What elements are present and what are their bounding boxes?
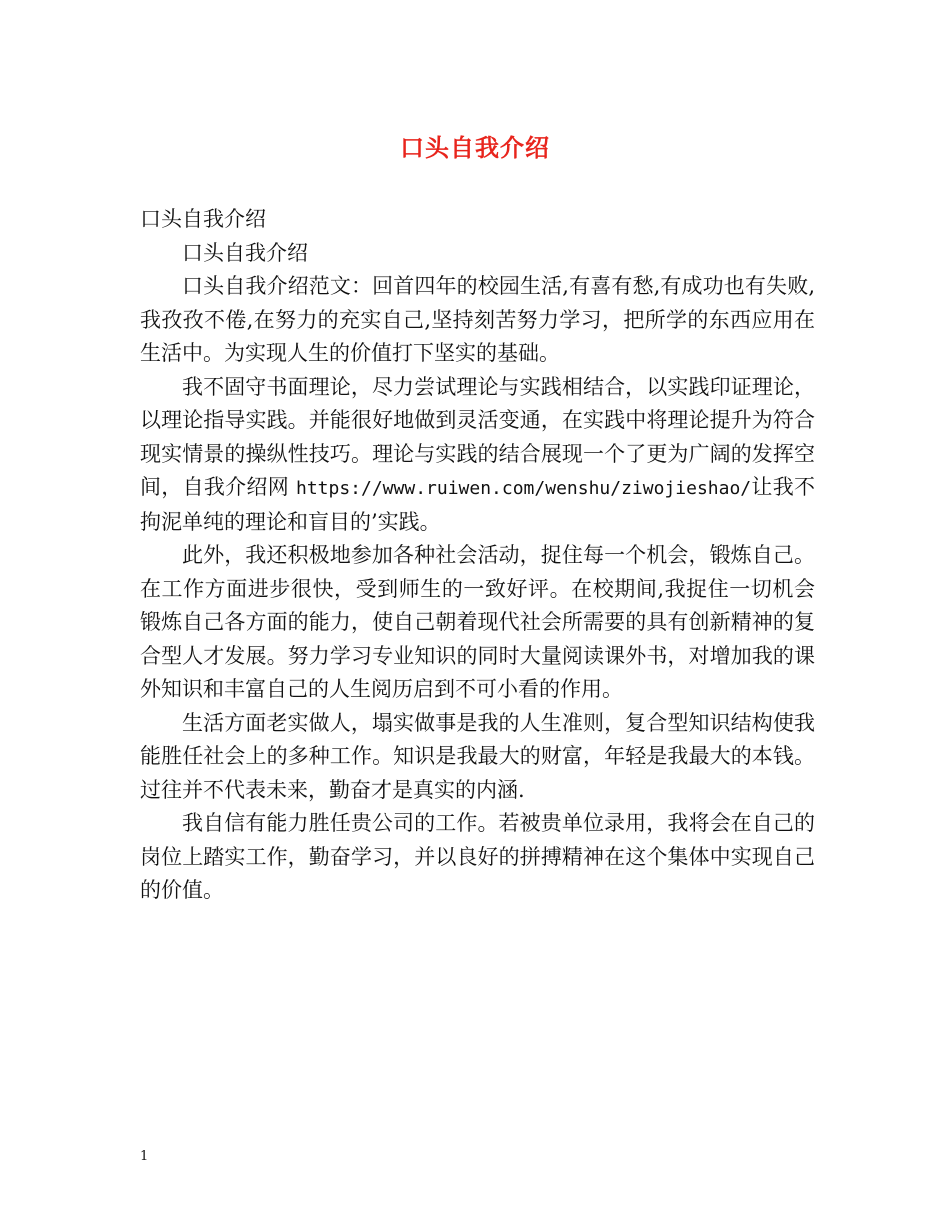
paragraph-2 bbox=[140, 371, 815, 540]
page-number: 1 bbox=[140, 1149, 149, 1164]
website-url[interactable]: https://www.ruiwen.com/wenshu/ziwojieshao/ bbox=[295, 478, 752, 499]
paragraph-1: 口头自我介绍范文：回首四年的校园生活,有喜有愁,有成功也有失败,我孜孜不倦,在努力的充实自己,坚持刻苦努力学习，把所学的东西应用在生活中。为实现人生的价值打下坚实的基础。 bbox=[140, 274, 815, 365]
document-body bbox=[140, 203, 815, 908]
heading-line: 口头自我介绍 bbox=[140, 207, 266, 231]
paragraph-2-text: 我不固守书面理论，尽力尝试理论与实践相结合，以实践印证理论，以理论指导实践。并能很好地做到灵活变通，在实践中将理论提升为符合现实情景的操纵性技巧。理论与实践的结合展现一个了更为广阔的发挥空间，自我介绍网 bbox=[140, 374, 815, 499]
paragraph-5: 我自信有能力胜任贵公司的工作。若被贵单位录用，我将会在自己的岗位上踏实工作，勤奋学习，并以良好的拼搏精神在这个集体中实现自己的价值。 bbox=[140, 811, 815, 902]
paragraph-2-tail: 让我不拘泥单纯的理论和盲目的’实践。 bbox=[140, 475, 816, 534]
document-title: 口头自我介绍 bbox=[400, 133, 550, 162]
paragraph-4: 生活方面老实做人，塌实做事是我的人生准则，复合型知识结构使我能胜任社会上的多种工作。知识是我最大的财富，年轻是我最大的本钱。过往并不代表未来，勤奋才是真实的内涵. bbox=[140, 710, 815, 802]
subheading-line: 口头自我介绍 bbox=[182, 240, 308, 265]
paragraph-3: 此外，我还积极地参加各种社会活动，捉住每一个机会，锻炼自己。在工作方面进步很快，受到师生的一致好评。在校期间,我捉住一切机会锻炼自己各方面的能力，使自己朝着现代社会所需要的具有创新精神的复合型人才发展。努力学习专业知识的同时大量阅读课外书，对增加我的课外知识和丰富自己的人生阅历启到不可小看的作用。 bbox=[140, 543, 815, 701]
